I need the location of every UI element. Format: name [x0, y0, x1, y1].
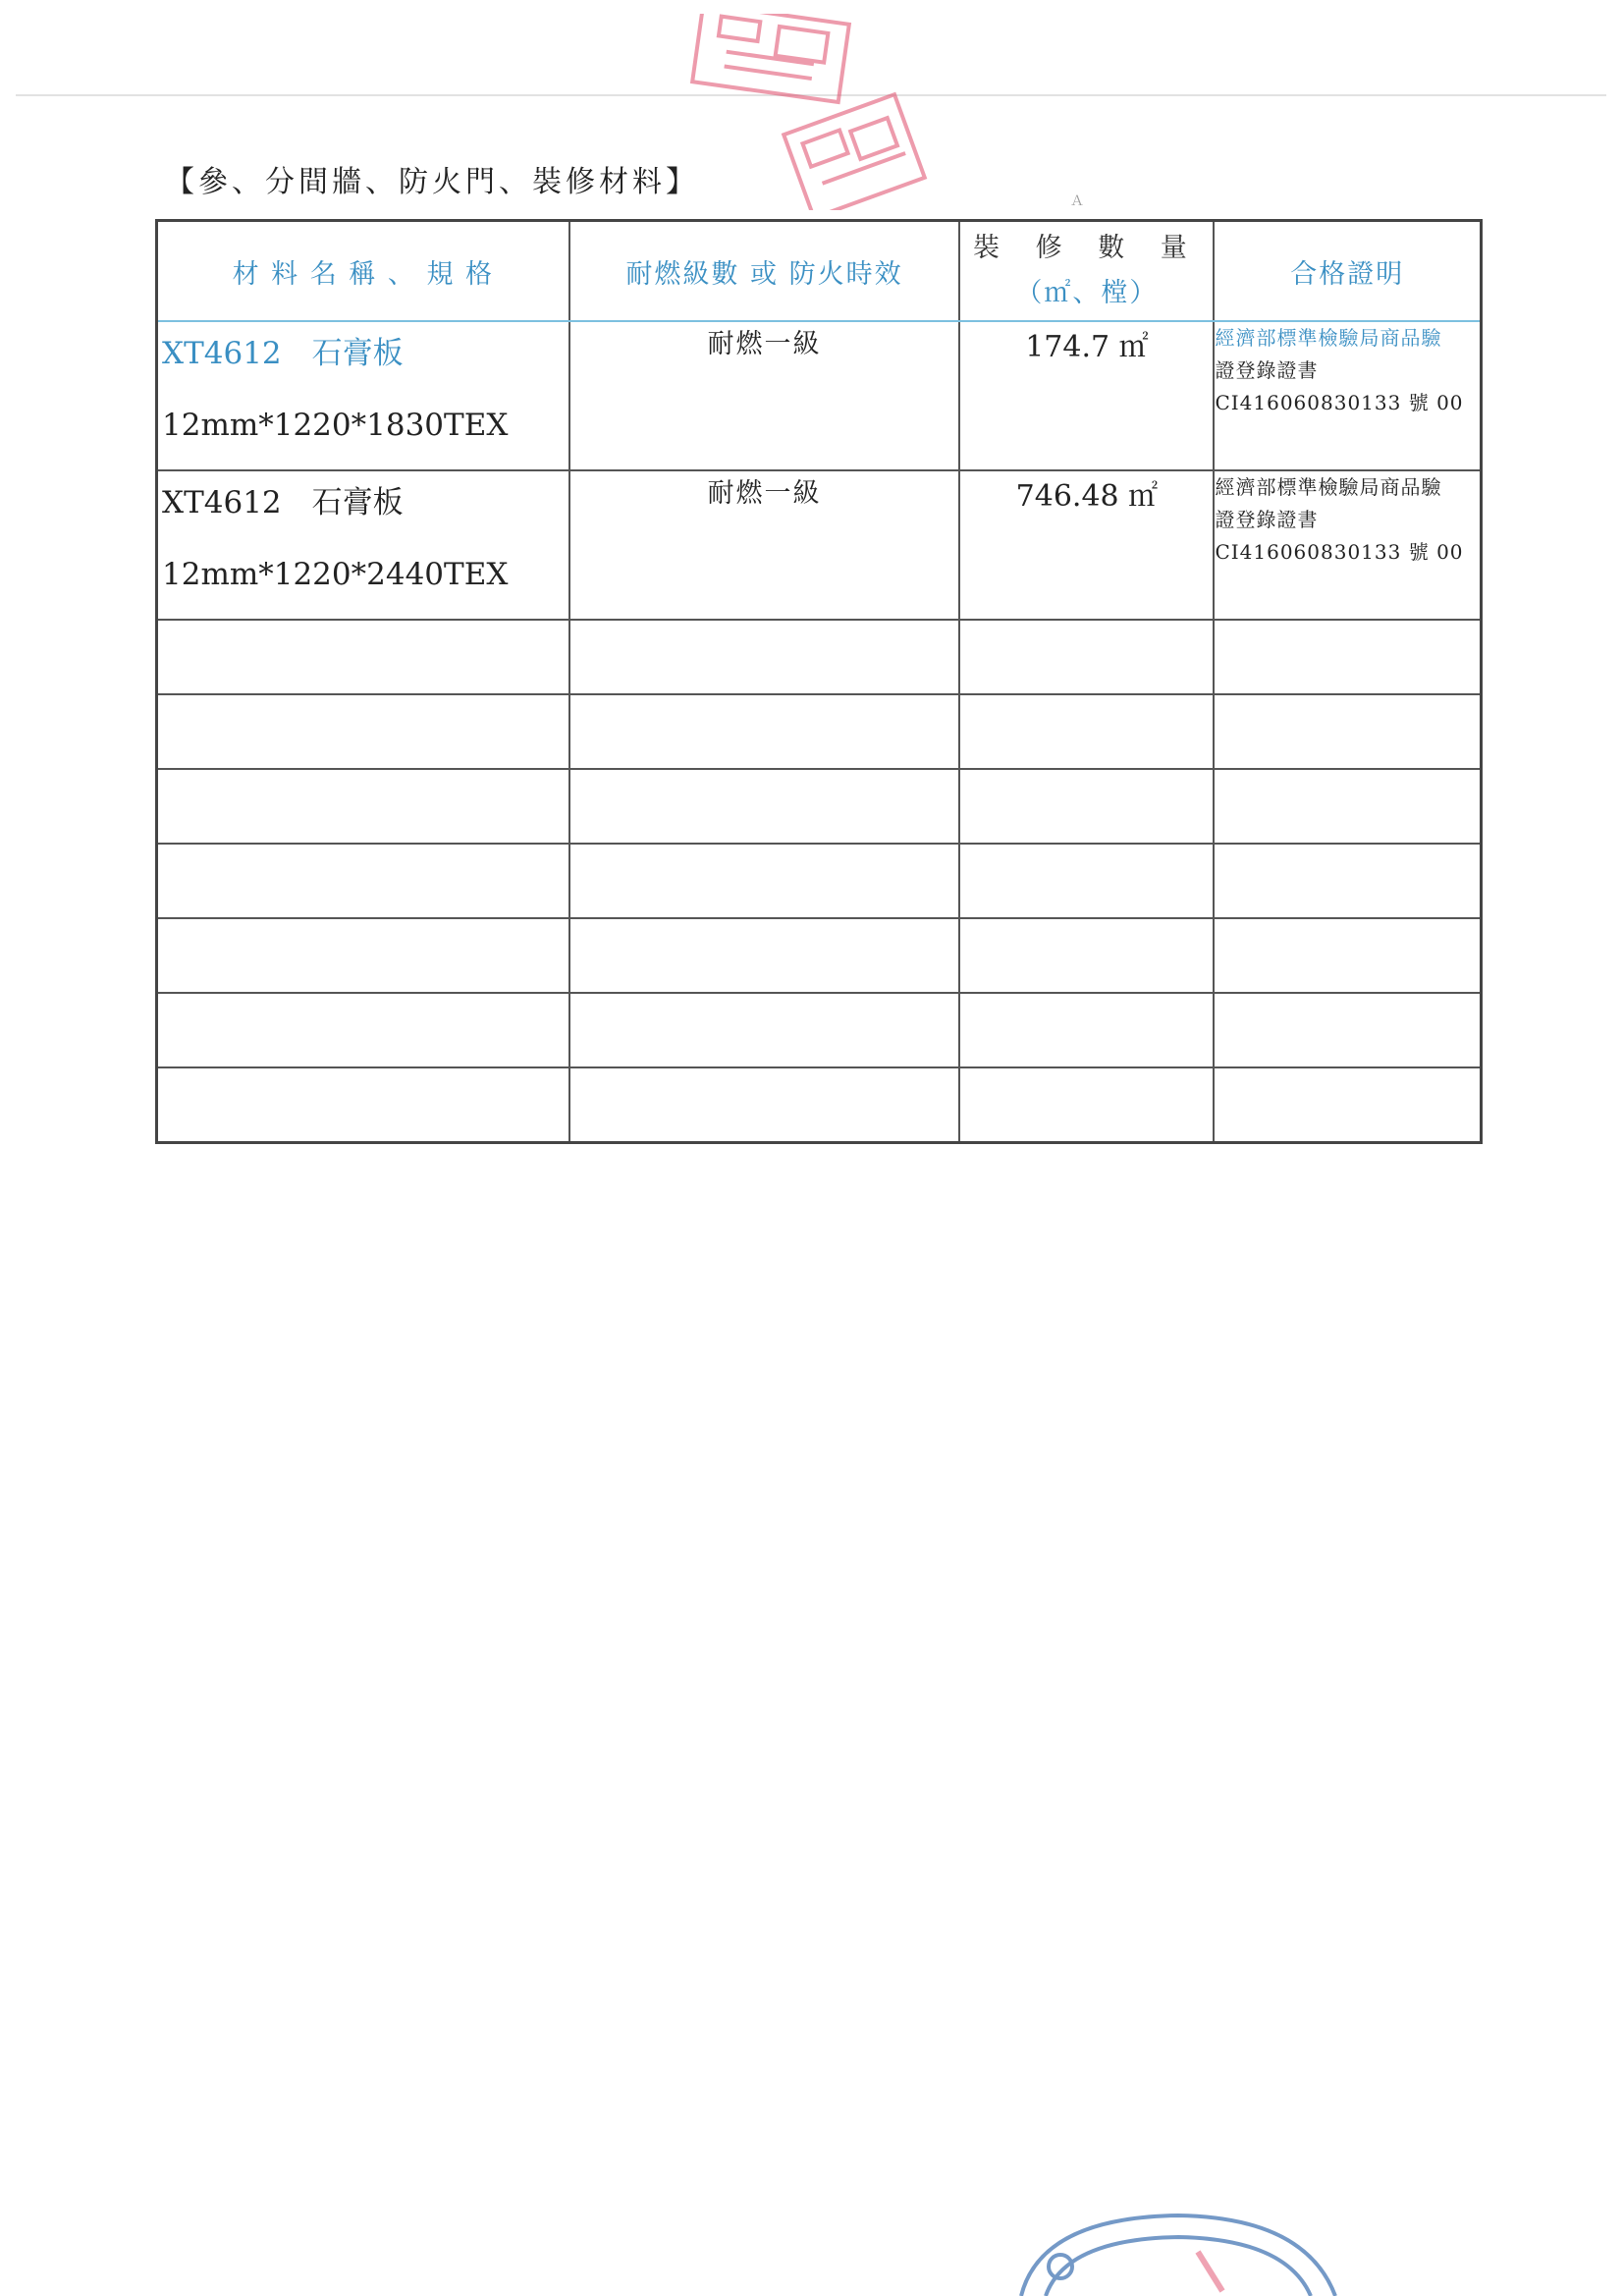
empty-cell	[959, 918, 1214, 993]
empty-row	[157, 993, 1482, 1067]
empty-cell	[157, 1067, 569, 1143]
empty-cell	[569, 1067, 960, 1143]
empty-cell	[569, 993, 960, 1067]
red-seal-stamp-icon	[687, 14, 943, 210]
material-spec: 12mm*1220*1830TEX	[162, 408, 509, 443]
empty-cell	[1214, 993, 1481, 1067]
blue-official-stamp-icon	[1001, 2208, 1355, 2296]
certificate-line: CI416060830133 號 00	[1215, 540, 1464, 564]
certificate-line: 證登錄證書	[1215, 358, 1319, 382]
empty-cell	[1214, 620, 1481, 694]
header-quantity	[959, 221, 1214, 322]
table-row	[157, 470, 1482, 620]
empty-cell	[157, 844, 569, 918]
rating-cell: 耐燃一級	[569, 470, 960, 620]
empty-row	[157, 1067, 1482, 1143]
empty-cell	[959, 1067, 1214, 1143]
quantity-cell: 746.48 ㎡	[959, 470, 1214, 620]
table-header-row	[157, 221, 1482, 322]
empty-row	[157, 918, 1482, 993]
empty-cell	[1214, 694, 1481, 769]
certificate-line: 經濟部標準檢驗局商品驗	[1215, 475, 1442, 499]
header-rating: 耐燃級數 或 防火時效	[569, 221, 960, 322]
certificate-line: 經濟部標準檢驗局商品驗	[1215, 326, 1442, 350]
material-name: XT4612 石膏板	[162, 485, 404, 520]
empty-row	[157, 769, 1482, 844]
quantity-cell: 174.7 ㎡	[959, 321, 1214, 470]
material-spec: 12mm*1220*2440TEX	[162, 557, 509, 592]
header-certificate: 合格證明	[1214, 221, 1481, 322]
empty-cell	[959, 620, 1214, 694]
empty-row	[157, 694, 1482, 769]
certificate-line: CI416060830133 號 00	[1215, 391, 1464, 414]
materials-table	[155, 219, 1483, 1144]
empty-cell	[959, 993, 1214, 1067]
empty-cell	[157, 620, 569, 694]
empty-cell	[157, 918, 569, 993]
empty-cell	[569, 844, 960, 918]
table-row	[157, 321, 1482, 470]
empty-row	[157, 620, 1482, 694]
certificate-line: 證登錄證書	[1215, 508, 1319, 531]
empty-cell	[569, 620, 960, 694]
header-quantity-unit: （㎡、樘）	[1015, 278, 1159, 308]
empty-cell	[959, 844, 1214, 918]
stray-mark: Ａ	[1070, 193, 1084, 209]
rating-cell: 耐燃一級	[569, 321, 960, 470]
empty-cell	[959, 694, 1214, 769]
empty-cell	[569, 694, 960, 769]
empty-cell	[157, 769, 569, 844]
empty-cell	[569, 918, 960, 993]
header-quantity-label: 裝 修 數 量	[973, 233, 1201, 263]
section-title: 【參、分間牆、防火門、裝修材料】	[165, 165, 699, 199]
empty-cell	[569, 769, 960, 844]
material-cell	[157, 321, 569, 470]
header-material: 材 料 名 稱 、 規 格	[157, 221, 569, 322]
empty-cell	[959, 769, 1214, 844]
material-name: XT4612 石膏板	[162, 336, 404, 371]
empty-cell	[1214, 769, 1481, 844]
empty-cell	[1214, 1067, 1481, 1143]
empty-cell	[157, 694, 569, 769]
material-cell	[157, 470, 569, 620]
empty-cell	[1214, 844, 1481, 918]
empty-row	[157, 844, 1482, 918]
certificate-cell	[1214, 470, 1481, 620]
empty-cell	[1214, 918, 1481, 993]
certificate-cell	[1214, 321, 1481, 470]
empty-cell	[157, 993, 569, 1067]
